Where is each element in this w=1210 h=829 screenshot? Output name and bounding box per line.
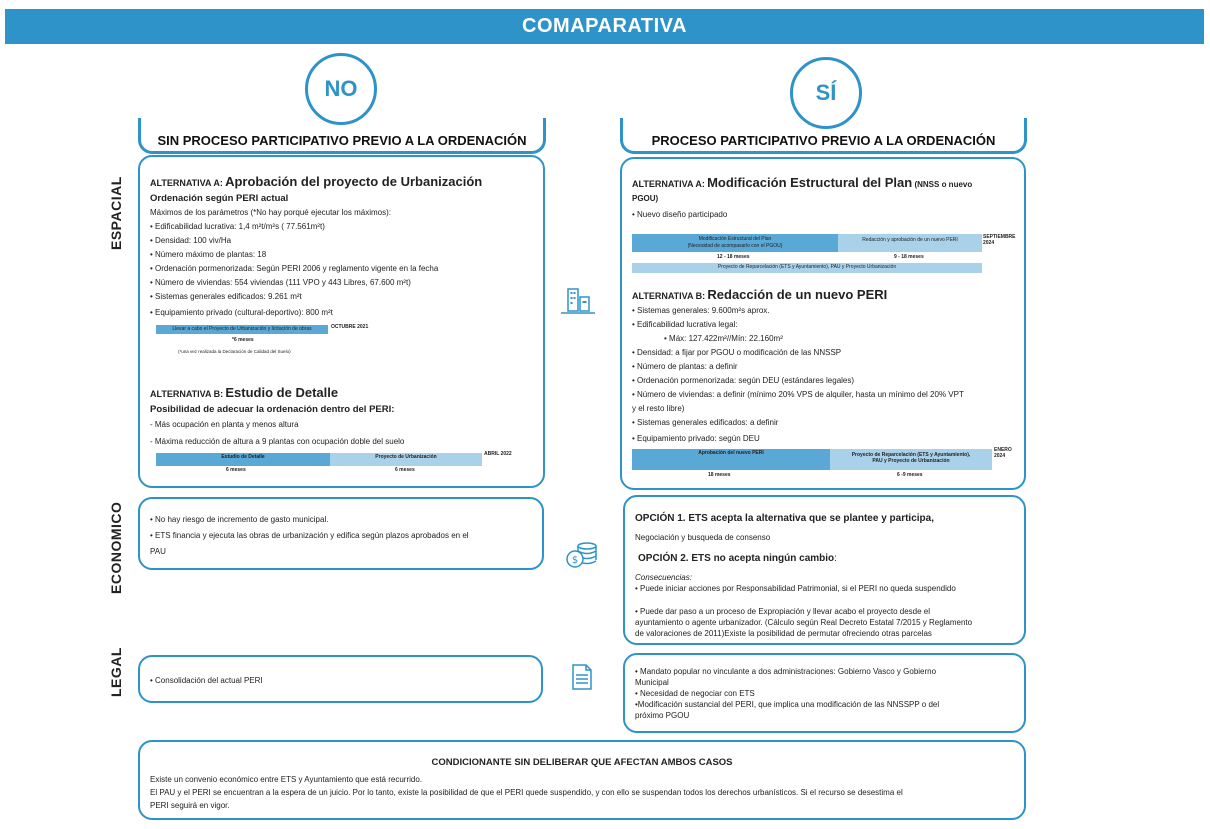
right-legal-line-3: •Modificación sustancial del PERI, que implica una modificación de las NNSSPP o del xyxy=(635,700,940,709)
right-legal-line-0: • Mandato popular no vinculante a dos administraciones: Gobierno Vasco y Gobierno xyxy=(635,667,937,676)
left-b-line-0: - Más ocupación en planta y menos altura xyxy=(150,420,299,429)
alt-title: Estudio de Detalle xyxy=(225,385,339,400)
right-b-line-3: • Densidad: a fijar por PGOU o modificación de las NNSSP xyxy=(632,348,842,357)
left-header xyxy=(138,118,546,154)
timeline-date: OCTUBRE 2021 xyxy=(331,324,369,330)
left-alt-a-heading xyxy=(150,174,482,189)
left-line-4: • Ordenación pormenorizada: Según PERI 2006 y reglamento vigente en la fecha xyxy=(150,264,439,273)
left-header-text: SIN PROCESO PARTICIPATIVO PREVIO A LA ORDENACIÓN xyxy=(157,133,527,148)
timeline-bar: Proyecto de Reparcelación (ETS y Ayuntamiento), PAU y Proyecto Urbanización xyxy=(632,263,982,273)
bottom-line-2: PERI seguirá en vigor. xyxy=(150,801,230,810)
label-espacial: ESPACIAL xyxy=(108,176,124,250)
timeline-duration: 9 - 18 meses xyxy=(894,254,924,260)
right-header xyxy=(620,118,1027,154)
consecuencia-2a: • Puede dar paso a un proceso de Expropiación y llevar acabo el proyecto desde el xyxy=(635,607,930,616)
option-1-title: OPCIÓN 1. ETS acepta la alternativa que se plantee y participa, xyxy=(635,513,934,524)
right-alt-b-heading xyxy=(632,287,887,302)
timeline-duration: 6 meses xyxy=(395,467,415,473)
option-2-colon: : xyxy=(834,553,837,564)
left-line-2: • Densidad: 100 viv/Ha xyxy=(150,236,232,245)
consecuencia-2c: de valoraciones de 2011)Existe la posibilidad de permutar ofreciendo otras parcelas xyxy=(635,629,932,638)
timeline-bar xyxy=(632,234,838,252)
right-economico-panel xyxy=(623,495,1026,645)
timeline-duration: 12 - 18 meses xyxy=(717,254,750,260)
right-legal-panel xyxy=(623,653,1026,733)
right-legal-line-2: • Necesidad de negociar con ETS xyxy=(635,689,755,698)
alt-title: Redacción de un nuevo PERI xyxy=(707,287,888,302)
right-b-line-9: • Equipamiento privado: según DEU xyxy=(632,434,760,443)
timeline-duration: *6 meses xyxy=(232,337,254,343)
left-espacial-panel xyxy=(138,155,545,488)
alt-prefix: ALTERNATIVA A: xyxy=(632,179,705,189)
timeline-duration: 6 -9 meses xyxy=(897,472,923,478)
si-circle: SÍ xyxy=(790,57,862,129)
consecuencia-1: • Puede iniciar acciones por Responsabilidad Patrimonial, si el PERI no queda suspendido xyxy=(635,584,956,593)
timeline-bar: Redacción y aprobación de un nuevo PERI xyxy=(838,234,982,252)
buildings-icon xyxy=(560,287,596,315)
coins-icon xyxy=(565,540,599,570)
left-alt-b-sub: Posibilidad de adecuar la ordenación dentro del PERI: xyxy=(150,404,395,415)
left-eco-line-0: • No hay riesgo de incremento de gasto municipal. xyxy=(150,515,329,524)
option-2-title xyxy=(638,553,837,564)
left-b-line-1: - Máxima reducción de altura a 9 plantas con ocupación doble del suelo xyxy=(150,437,405,446)
left-line-5: • Número de viviendas: 554 viviendas (111 VPO y 443 Libres, 67.600 m²t) xyxy=(150,278,411,287)
document-icon xyxy=(571,664,593,690)
left-line-7: • Equipamiento privado (cultural-deportivo): 800 m²t xyxy=(150,308,333,317)
timeline-bar: Proyecto de Urbanización xyxy=(330,453,482,466)
left-line-6: • Sistemas generales edificados: 9.261 m²t xyxy=(150,292,302,301)
timeline-bar xyxy=(830,449,992,470)
right-b-line-0: • Sistemas generales: 9.600m²s aprox. xyxy=(632,306,770,315)
label-legal: LEGAL xyxy=(108,647,124,697)
svg-text:$: $ xyxy=(571,555,579,566)
bottom-line-1: El PAU y el PERI se encuentran a la espera de un juicio. Por lo tanto, existe la posibilidad de que el PERI quede suspendido, y con ello se suspendan todos los derechos urbanísticos. Si el recurso se desestima el xyxy=(150,788,903,797)
left-alt-a-sub: Ordenación según PERI actual xyxy=(150,193,289,204)
left-line-0: Máximos de los parámetros (*No hay porqué ejecutar los máximos): xyxy=(150,208,391,217)
bottom-line-0: Existe un convenio económico entre ETS y Ayuntamiento que está recurrido. xyxy=(150,775,423,784)
right-b-line-8: • Sistemas generales edificados: a definir xyxy=(632,418,779,427)
right-legal-line-1: Municipal xyxy=(635,678,669,687)
right-b-line-6: • Número de viviendas: a definir (mínimo 20% VPS de alquiler, hasta un mínimo del 20% VPT xyxy=(632,390,964,399)
right-b-line-4: • Número de plantas: a definir xyxy=(632,362,738,371)
right-header-text: PROCESO PARTICIPATIVO PREVIO A LA ORDENACIÓN xyxy=(651,133,996,148)
right-legal-line-4: próximo PGOU xyxy=(635,711,690,720)
timeline-duration: 6 meses xyxy=(226,467,246,473)
timeline-date: SEPTIEMBRE 2024 xyxy=(983,234,1016,246)
bar-label: Proyecto de Reparcelación (ETS y Ayuntamiento), xyxy=(851,452,971,458)
option-2-text: OPCIÓN 2. ETS no acepta ningún cambio xyxy=(638,553,835,564)
left-alt-b-heading xyxy=(150,385,338,400)
left-line-1: • Edificabilidad lucrativa: 1,4 m²t/m²s ( 77.561m²t) xyxy=(150,222,325,231)
right-alt-a-heading xyxy=(632,175,972,190)
alt-title: Aprobación del proyecto de Urbanización xyxy=(225,174,483,189)
alt-prefix: ALTERNATIVA A: xyxy=(150,178,223,188)
bar-label: (Necesidad de acompasarlo con el PGOU) xyxy=(687,243,783,249)
alt-prefix: ALTERNATIVA B: xyxy=(150,389,224,399)
timeline-bar: Aprobación del nuevo PERI xyxy=(632,449,830,470)
right-b-line-2: • Máx: 127.422m²//Mín: 22.160m² xyxy=(664,334,783,343)
consecuencias-label: Consecuencias: xyxy=(635,573,692,582)
alt-title-note: (NNSS o nuevo xyxy=(914,180,973,189)
right-b-line-1: • Edificabilidad lucrativa legal: xyxy=(632,320,738,329)
right-b-line-5: • Ordenación pormenorizada: según DEU (estándares legales) xyxy=(632,376,855,385)
timeline-bar: Llevar a cabo el Proyecto de Urbanización y licitación de obras xyxy=(156,325,328,334)
page-title: COMAPARATIVA xyxy=(5,9,1204,44)
no-circle: NO xyxy=(305,53,377,125)
bottom-title: CONDICIONANTE SIN DELIBERAR QUE AFECTAN AMBOS CASOS xyxy=(431,757,733,768)
timeline-duration: 18 meses xyxy=(708,472,731,478)
label-economico: ECONOMICO xyxy=(108,501,124,594)
bar-label: Modificación Estructural del Plan xyxy=(698,236,772,242)
left-line-3: • Número máximo de plantas: 18 xyxy=(150,250,267,259)
alt-title-note-2: PGOU) xyxy=(632,194,659,203)
option-1-line: Negociación y busqueda de consenso xyxy=(635,533,771,542)
left-legal-panel xyxy=(138,655,543,703)
timeline-bar: Estudio de Detalle xyxy=(156,453,330,466)
left-legal-line: • Consolidación del actual PERI xyxy=(150,676,263,685)
timeline-date: ENERO 2024 xyxy=(994,447,1012,459)
left-eco-line-2: PAU xyxy=(150,547,166,556)
bottom-panel xyxy=(138,740,1026,820)
alt-prefix: ALTERNATIVA B: xyxy=(632,291,706,301)
timeline-date: ABRIL 2022 xyxy=(484,451,512,457)
alt-title: Modificación Estructural del Plan xyxy=(707,175,913,190)
bar-label: PAU y Proyecto de Urbanización xyxy=(872,458,950,464)
right-a-line: • Nuevo diseño participado xyxy=(632,210,728,219)
right-b-line-7: y el resto libre) xyxy=(632,404,685,413)
left-eco-line-1: • ETS financia y ejecuta las obras de urbanización y edifica según plazos aprobados en el xyxy=(150,531,469,540)
consecuencia-2b: ayuntamiento o agente urbanizador. (Cálculo según Real Decreto Estatal 7/2015 y Reglamento xyxy=(635,618,973,627)
timeline-note: (*una vez realizada la Declaración de Calidad del Suelo) xyxy=(178,349,291,354)
right-espacial-panel xyxy=(620,157,1026,490)
left-economico-panel xyxy=(138,497,544,570)
